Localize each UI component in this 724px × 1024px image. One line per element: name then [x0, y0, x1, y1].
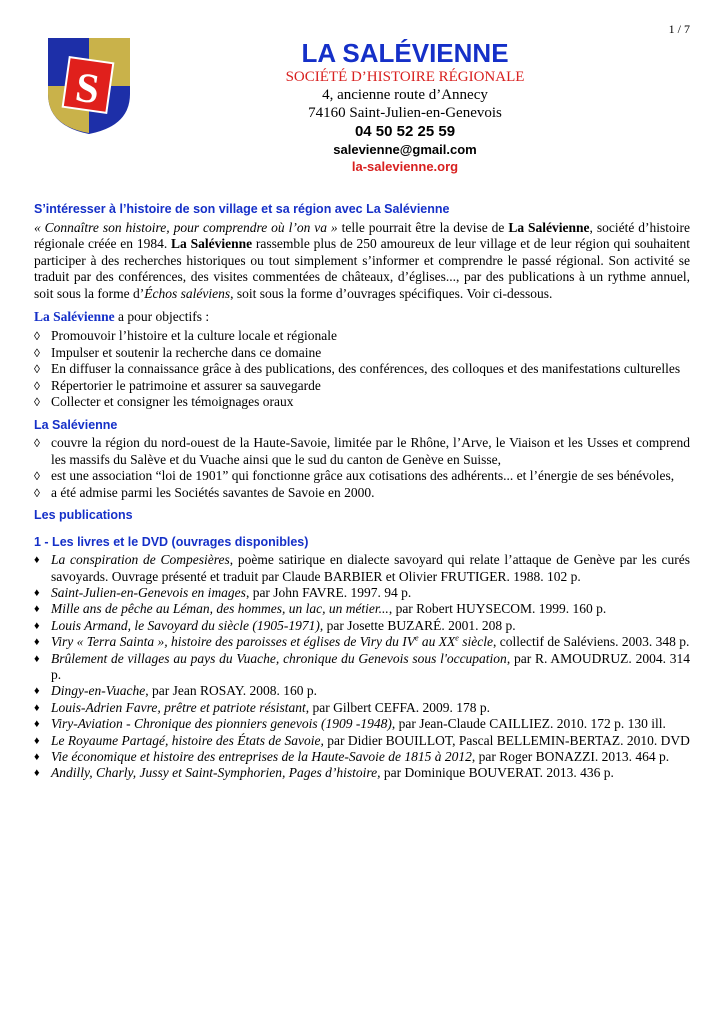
email-link[interactable]: salevienne@gmail.com: [333, 142, 477, 157]
book-title-part: siècle: [458, 634, 493, 650]
list-item: [34, 435, 690, 468]
list-item: [34, 378, 690, 394]
society-title: LA SALÉVIENNE: [301, 38, 509, 68]
address-line-1: 4, ancienne route d’Annecy: [322, 87, 488, 103]
book-title-part: au XX: [418, 634, 456, 650]
website-link[interactable]: la-salevienne.org: [351, 159, 459, 174]
list-item: [34, 328, 690, 344]
book-details: , par Gilbert CEFFA. 2009. 178 p.: [305, 699, 490, 715]
society-subtitle: SOCIÉTÉ D’HISTOIRE RÉGIONALE: [285, 69, 525, 85]
book-item: [34, 716, 690, 732]
coat-of-arms-icon: [46, 36, 132, 136]
book-details: , par Roger BONAZZI. 2013. 464 p.: [471, 748, 670, 764]
book-title: Mille ans de pêche au Léman, des hommes, un lac, un métier...: [51, 601, 389, 617]
diamond-bullet-icon: ♦: [34, 636, 40, 649]
intro-text: , soit sous la forme d’ouvrages spécifiques. Voir ci-dessous.: [230, 285, 553, 301]
society-name: La Salévienne: [171, 236, 253, 252]
book-item: [34, 700, 690, 716]
book-item: [34, 618, 690, 634]
book-item: [34, 683, 690, 699]
book-title: Andilly, Charly, Jussy et Saint-Symphorien, Pages d’histoire,: [51, 765, 381, 781]
diamond-bullet-icon: ♦: [34, 554, 40, 567]
book-title-part: Viry « Terra Sainta », histoire des paroisses et églises de Viry du IV: [51, 634, 415, 650]
book-details: par Didier BOUILLOT, Pascal BELLEMIN-BERTAZ. 2010. DVD: [323, 732, 690, 748]
superscript: e: [455, 633, 459, 643]
list-item-text: Promouvoir l’histoire et la culture locale et régionale: [51, 328, 338, 344]
book-title: Viry-Aviation - Chronique des pionniers genevois (1909 -1948): [51, 716, 392, 732]
diamond-outline-icon: ◊: [34, 378, 40, 393]
list-item: [34, 394, 690, 410]
book-details: , collectif de Saléviens. 2003. 348 p.: [492, 634, 690, 650]
echos-title: Échos saléviens: [144, 285, 231, 301]
book-title: Brûlement de villages au pays du Vuache, chronique du Genevois sous l'occupation: [51, 650, 507, 666]
about-list: [34, 435, 690, 501]
book-title: [51, 634, 493, 649]
book-title: Dingy-en-Vuache: [51, 683, 146, 699]
objectives-intro: [34, 309, 690, 325]
diamond-bullet-icon: ♦: [34, 603, 40, 616]
intro-quote: « Connaître son histoire, pour comprendre où l’on va »: [34, 220, 338, 235]
diamond-bullet-icon: ♦: [34, 586, 40, 599]
intro-text: , société d’histoire régionale créée en 1984.: [34, 220, 690, 252]
diamond-outline-icon: ◊: [34, 469, 40, 484]
main-content: [34, 201, 690, 782]
diamond-bullet-icon: ♦: [34, 734, 40, 747]
diamond-outline-icon: ◊: [34, 362, 40, 377]
intro-text: telle pourrait être la devise de: [337, 220, 509, 235]
address-line-2: 74160 Saint-Julien-en-Genevois: [308, 105, 502, 121]
diamond-outline-icon: ◊: [34, 395, 40, 410]
intro-text: rassemble plus de 250 amoureux de leur village et de leur région qui souhaitent participer à des recherches historiques ou tout simplement s’informer et comprendre le passé régional. Son activité se traduit par des conférences, des visites commentées de châteaux, d’églises..., par des publications à un rythme annuel, soit sous la forme d’: [34, 236, 690, 301]
objectives-label: La Salévienne: [34, 309, 115, 325]
diamond-bullet-icon: ♦: [34, 767, 40, 780]
books-subheading: 1 - Les livres et le DVD (ouvrages disponibles): [34, 535, 309, 550]
book-item: [34, 585, 690, 601]
diamond-bullet-icon: ♦: [34, 652, 40, 665]
society-name: La Salévienne: [508, 220, 590, 235]
book-title: Le Royaume Partagé, histoire des États de Savoie,: [51, 732, 324, 748]
diamond-bullet-icon: ♦: [34, 685, 40, 698]
about-heading: La Salévienne: [34, 418, 118, 433]
book-item: [34, 552, 690, 585]
list-item: [34, 345, 690, 361]
list-item-text: Collecter et consigner les témoignages oraux: [51, 394, 294, 410]
book-item: [34, 765, 690, 781]
book-details: , par R. AMOUDRUZ. 2004. 314 p.: [51, 650, 690, 682]
book-details: , par Josette BUZARÉ. 2001. 208 p.: [319, 617, 516, 633]
intro-paragraph: [34, 220, 690, 302]
book-item: [34, 733, 690, 749]
book-title: Vie économique et histoire des entreprises de la Haute-Savoie de 1815 à 2012: [51, 748, 472, 764]
book-title: Louis-Adrien Favre, prêtre et patriote résistant: [51, 699, 306, 715]
objectives-list: [34, 328, 690, 410]
superscript: e: [414, 633, 419, 643]
book-title: Louis Armand, le Savoyard du siècle (1905-1971): [51, 617, 320, 633]
list-item-text: a été admise parmi les Sociétés savantes de Savoie en 2000.: [51, 484, 375, 500]
book-details: , par Jean ROSAY. 2008. 160 p.: [145, 683, 317, 699]
list-item-text: est une association “loi de 1901” qui fonctionne grâce aux cotisations des adhérents... et l’énergie de ses bénévoles,: [51, 468, 675, 484]
svg-text:S: S: [72, 64, 103, 114]
book-details: , par John FAVRE. 1997. 94 p.: [245, 584, 412, 600]
intro-heading: S’intéresser à l’histoire de son village et sa région avec La Salévienne: [34, 202, 450, 216]
diamond-bullet-icon: ♦: [34, 718, 40, 731]
list-item-text: Impulser et soutenir la recherche dans ce domaine: [51, 344, 322, 360]
book-item: [34, 651, 690, 684]
phone-number: 04 50 52 25 59: [354, 123, 456, 140]
book-details: , par Jean-Claude CAILLIEZ. 2010. 172 p. 130 ill.: [391, 716, 666, 732]
book-details: , par Robert HUYSECOM. 1999. 160 p.: [388, 601, 607, 617]
list-item-text: Répertorier le patrimoine et assurer sa sauvegarde: [51, 377, 321, 393]
book-item: [34, 749, 690, 765]
book-item: [34, 601, 690, 617]
objectives-suffix: a pour objectifs :: [114, 309, 210, 325]
diamond-outline-icon: ◊: [34, 485, 40, 500]
list-item: [34, 485, 690, 501]
list-item-text: couvre la région du nord-ouest de la Haute-Savoie, limitée par le Rhône, l’Arve, le Viaison et les Usses et comprend les massifs du Salève et du Vuache ainsi que le sud du canton de Genève en Suisse,: [51, 435, 690, 467]
diamond-bullet-icon: ♦: [34, 701, 40, 714]
header: [238, 38, 572, 176]
publications-heading: Les publications: [34, 508, 133, 523]
page-number: 1 / 7: [668, 22, 690, 36]
list-item: [34, 468, 690, 484]
book-details: , poème satirique en dialecte savoyard qui relate l’attaque de Genève par les curés savoyards. Ouvrage présenté et traduit par Claude BARBIER et Olivier FRUTIGER. 1988. 102 p.: [51, 552, 691, 584]
book-title: La conspiration de Compesières: [51, 552, 230, 568]
books-list: [34, 552, 690, 782]
book-details: par Dominique BOUVERAT. 2013. 436 p.: [380, 765, 614, 781]
list-item: [34, 361, 690, 377]
list-item-text: En diffuser la connaissance grâce à des publications, des conférences, des colloques et des manifestations culturelles: [51, 361, 681, 377]
diamond-bullet-icon: ♦: [34, 750, 40, 763]
diamond-outline-icon: ◊: [34, 345, 40, 360]
diamond-outline-icon: ◊: [34, 436, 40, 451]
book-item: [34, 634, 690, 650]
book-title: Saint-Julien-en-Genevois en images: [51, 584, 246, 600]
diamond-outline-icon: ◊: [34, 329, 40, 344]
diamond-bullet-icon: ♦: [34, 619, 40, 632]
